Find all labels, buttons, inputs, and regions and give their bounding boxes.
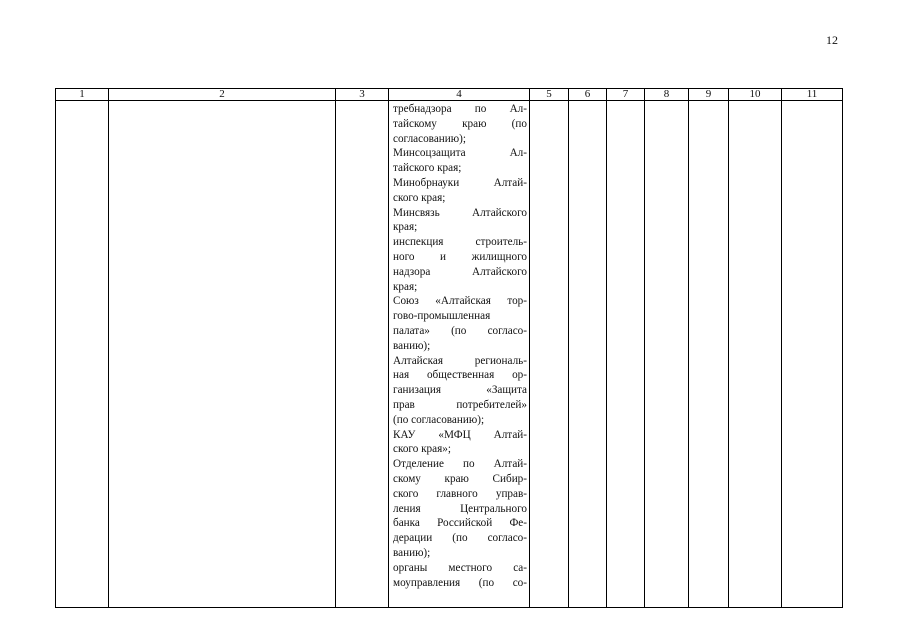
text-line: требнадзора по Ал- (393, 103, 527, 115)
text-line: ванию); (393, 339, 431, 352)
text-line: КАУ «МФЦ Алтай- (393, 428, 527, 441)
column-header-1: 1 (56, 89, 109, 101)
column-header-4: 4 (389, 89, 530, 101)
text-line: дерации (по согласо- (393, 532, 527, 545)
text-line: ления Центрального (393, 502, 527, 515)
text-line: инспекция строитель- (393, 236, 527, 249)
text-line: надзора Алтайского (393, 265, 527, 278)
cell-col-10 (729, 101, 782, 608)
text-line: ского главного управ- (393, 487, 527, 500)
text-line: гово-промышленная (393, 310, 491, 323)
cell-col-4-responsible-agencies (389, 101, 530, 608)
cell-col-2 (109, 101, 336, 608)
text-line: ского края»; (393, 443, 451, 456)
text-line: тайского края; (393, 162, 462, 175)
column-header-10: 10 (729, 89, 782, 101)
cell-col-1 (56, 101, 109, 608)
column-header-6: 6 (569, 89, 607, 101)
text-line: края; (393, 280, 418, 293)
text-line: Минобрнауки Алтай- (393, 176, 527, 189)
text-line: Минсоцзащита Ал- (393, 147, 527, 160)
text-line: (по согласованию); (393, 413, 485, 426)
text-line: Алтайская региональ- (393, 354, 527, 367)
text-line: банка Российской Фе- (393, 517, 527, 530)
responsible-agencies-text (393, 102, 527, 590)
text-line: ского края; (393, 191, 446, 204)
column-header-2: 2 (109, 89, 336, 101)
text-line: Минсвязь Алтайского (393, 206, 527, 219)
cell-col-8 (645, 101, 689, 608)
text-line: ного и жилищного (393, 250, 527, 263)
text-line: прав потребителей» (393, 398, 527, 411)
page-number: 12 (826, 33, 838, 47)
text-line: согласованию); (393, 132, 466, 145)
cell-col-6 (569, 101, 607, 608)
column-header-3: 3 (336, 89, 389, 101)
cell-col-11 (782, 101, 843, 608)
column-header-5: 5 (530, 89, 569, 101)
text-line: ная общественная ор- (393, 369, 527, 382)
column-header-7: 7 (607, 89, 645, 101)
column-header-11: 11 (782, 89, 843, 101)
column-header-9: 9 (689, 89, 729, 101)
table-row (56, 101, 843, 608)
column-header-8: 8 (645, 89, 689, 101)
cell-col-9 (689, 101, 729, 608)
text-line: ганизация «Защита (393, 384, 527, 397)
cell-col-3 (336, 101, 389, 608)
text-line: палата» (по согласо- (393, 324, 527, 337)
text-line: ванию); (393, 546, 431, 559)
text-line: края; (393, 221, 418, 234)
cell-col-7 (607, 101, 645, 608)
text-line: органы местного са- (393, 561, 527, 574)
table-header-row (56, 89, 843, 101)
text-line: Отделение по Алтай- (393, 458, 527, 471)
document-table (55, 88, 843, 608)
text-line: Союз «Алтайская тор- (393, 295, 527, 308)
text-line: скому краю Сибир- (393, 472, 527, 485)
text-line: тайскому краю (по (393, 117, 527, 130)
text-line: моуправления (по со- (393, 576, 527, 589)
cell-col-5 (530, 101, 569, 608)
